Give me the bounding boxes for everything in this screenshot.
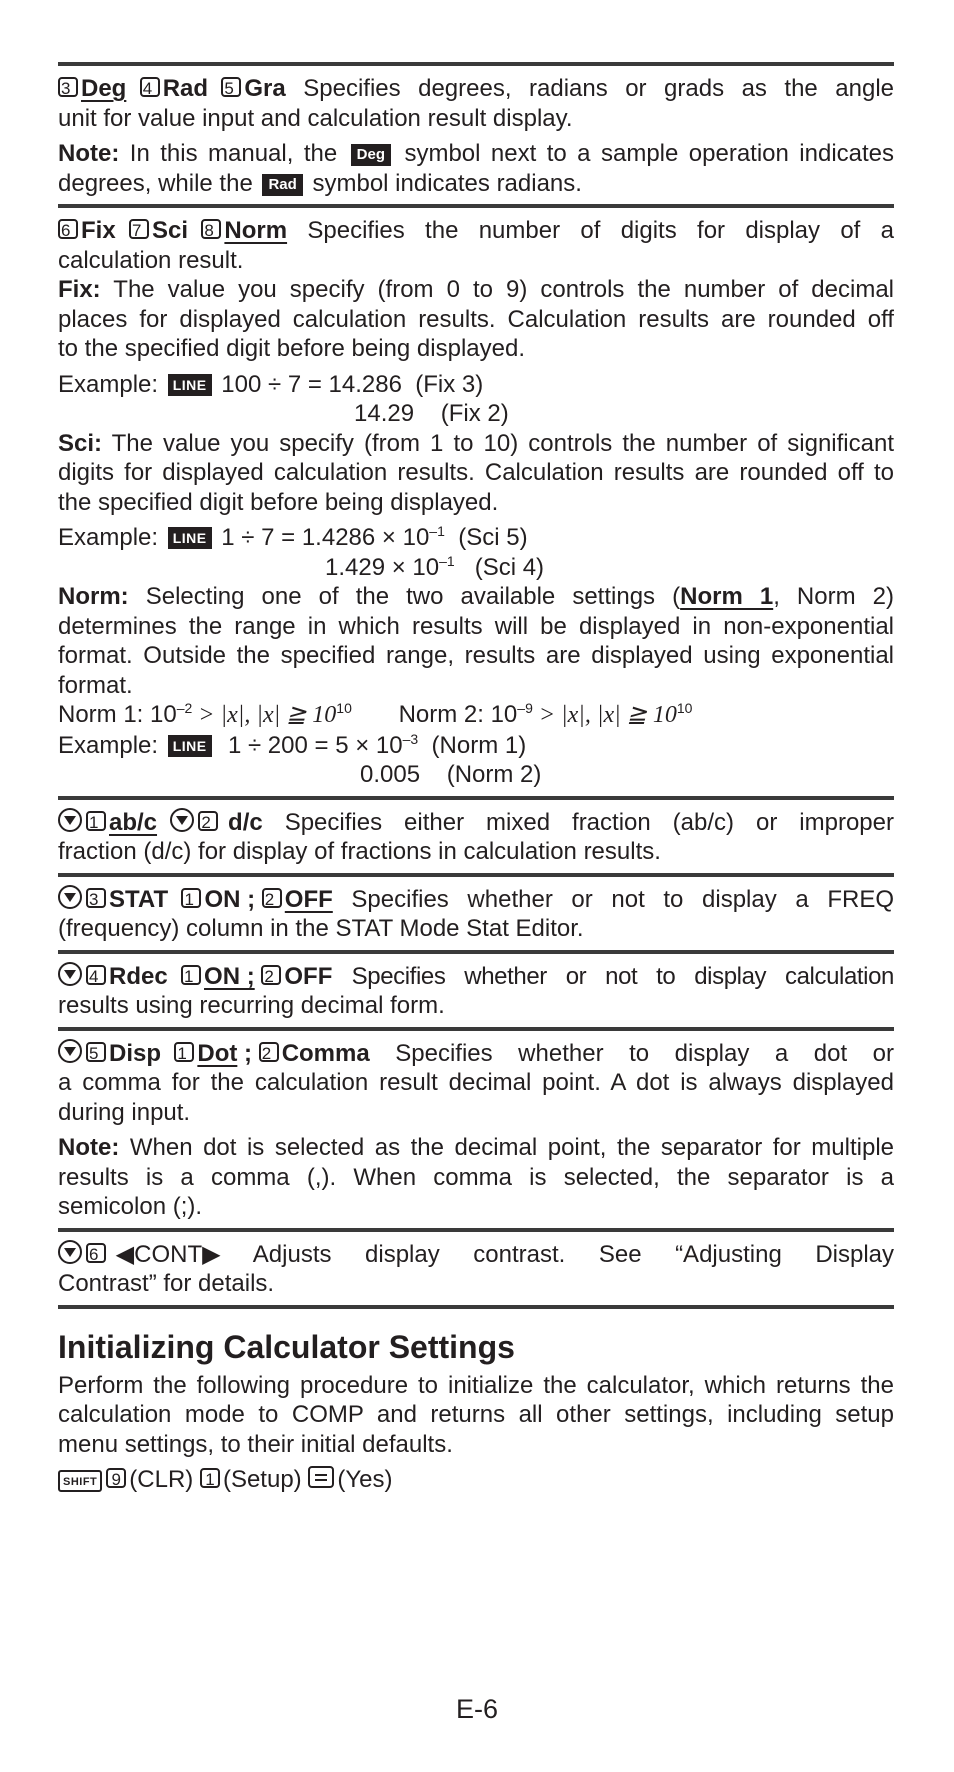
fix-example-1 xyxy=(58,370,894,400)
norm2-range: Norm 2: 10 xyxy=(398,701,518,728)
down-arrow-key-icon xyxy=(170,808,194,832)
rdec-heading xyxy=(58,962,894,992)
sci-line-3: the specified digit before being displayed. xyxy=(58,488,499,516)
note-label: Note: xyxy=(58,140,120,167)
display-digits-heading xyxy=(58,216,894,246)
key-2: 2 xyxy=(198,811,218,831)
norm-line-2: determines the range in which results will be displayed in non-exponential xyxy=(58,612,894,640)
dc-label: d/c xyxy=(228,808,263,836)
down-arrow-key-icon xyxy=(58,808,82,832)
sci-example-tag: (Sci 5) xyxy=(458,524,528,551)
example-label: Example: xyxy=(58,370,159,398)
semicolon: ; xyxy=(244,1039,253,1067)
init-para-2: calculation mode to COMP and returns all other settings, including setup xyxy=(58,1401,894,1428)
norm1-range: Norm 1: 10 xyxy=(58,701,177,728)
sci-heading: Sci: xyxy=(58,429,103,457)
section-heading: Initializing Calculator Settings xyxy=(58,1328,515,1365)
norm-example-tag: (Norm 2) xyxy=(446,761,542,788)
key-6: 6 xyxy=(58,219,78,239)
yes-label: (Yes) xyxy=(337,1466,393,1493)
section-divider xyxy=(58,950,894,954)
gra-label: Gra xyxy=(244,75,286,102)
exponent: 10 xyxy=(336,700,352,716)
display-digits-desc-2: calculation result. xyxy=(58,246,244,274)
line-badge: LINE xyxy=(168,735,212,757)
section-divider xyxy=(58,1027,894,1031)
key-8: 8 xyxy=(201,219,221,239)
sci-example-expr: 1.429 × 10 xyxy=(325,553,440,581)
fraction-desc-2: fraction (d/c) for display of fractions in calculation results. xyxy=(58,838,661,865)
note-text: symbol next to a sample operation indicates xyxy=(404,140,894,167)
contrast-desc-1: Adjusts display contrast. See “Adjusting Display xyxy=(252,1240,894,1268)
exponent: –2 xyxy=(176,700,193,716)
norm-example-expr: 1 ÷ 200 = 5 × 10 xyxy=(227,731,403,759)
key-9: 9 xyxy=(106,1468,126,1488)
key-2: 2 xyxy=(262,888,282,908)
norm-line-3: format. Outside the specified range, results are displayed using exponential xyxy=(58,642,894,669)
disp-heading xyxy=(58,1039,894,1069)
fix-example-expr: 14.29 xyxy=(354,400,415,427)
comma-label: Comma xyxy=(281,1039,370,1067)
manual-page xyxy=(58,62,894,1495)
disp-note-2: results is a comma (,). When comma is selected, the separator is a xyxy=(58,1163,894,1191)
section-divider xyxy=(58,204,894,208)
note-text: When dot is selected as the decimal point, the separator for multiple xyxy=(129,1134,894,1161)
cont-label: ◀CONT▶ xyxy=(115,1240,221,1268)
display-digits-section xyxy=(58,216,894,796)
disp-label: Disp xyxy=(109,1039,162,1067)
stat-heading xyxy=(58,885,894,915)
fraction-section xyxy=(58,808,894,873)
note-text: In this manual, the xyxy=(129,140,338,167)
note-text: degrees, while the xyxy=(58,169,253,197)
line-badge: LINE xyxy=(168,374,212,396)
init-para-1: Perform the following procedure to initialize the calculator, which returns the xyxy=(58,1371,894,1399)
abc-label: ab/c xyxy=(109,808,158,836)
key-2: 2 xyxy=(261,965,281,985)
on-label: ON ; xyxy=(204,962,255,990)
contrast-heading xyxy=(58,1240,894,1270)
rad-label: Rad xyxy=(162,75,209,102)
equals-key-icon xyxy=(308,1466,334,1488)
key-3: 3 xyxy=(58,77,78,97)
init-key-sequence xyxy=(58,1465,894,1495)
norm-example-2 xyxy=(58,760,894,790)
fix-example-tag: (Fix 2) xyxy=(440,400,509,427)
angle-note-line-2 xyxy=(58,169,894,199)
off-label: OFF xyxy=(284,962,333,990)
fix-example-2 xyxy=(58,399,894,429)
norm1-range: > |x|, |x| ≧ 10 xyxy=(192,702,337,728)
deg-label: Deg xyxy=(81,75,127,102)
init-para-3: menu settings, to their initial defaults. xyxy=(58,1430,453,1458)
section-divider xyxy=(58,873,894,877)
disp-section xyxy=(58,1039,894,1228)
norm-text: , Norm 2) xyxy=(773,583,894,610)
exponent: –3 xyxy=(402,730,419,747)
sci-line-2: digits for displayed calculation results. Calculation results are rounded off to xyxy=(58,459,894,486)
norm-heading: Norm: xyxy=(58,583,129,610)
norm-label: Norm xyxy=(224,217,288,244)
key-2: 2 xyxy=(259,1042,279,1062)
down-arrow-key-icon xyxy=(58,885,82,909)
angle-note-line-1 xyxy=(58,139,894,169)
exponent: –1 xyxy=(439,552,455,569)
angle-unit-desc-1: Specifies degrees, radians or grads as the angle xyxy=(303,75,894,102)
norm-line-4: format. xyxy=(58,671,133,699)
disp-desc-2: a comma for the calculation result decimal point. A dot is always displayed xyxy=(58,1069,894,1096)
dot-label: Dot xyxy=(197,1039,238,1067)
key-4: 4 xyxy=(140,77,160,97)
contrast-desc-2: Contrast” for details. xyxy=(58,1270,275,1297)
key-1: 1 xyxy=(181,888,201,908)
rdec-label: Rdec xyxy=(109,962,168,990)
off-label: OFF xyxy=(284,885,333,913)
section-divider xyxy=(58,1228,894,1232)
key-3: 3 xyxy=(86,888,106,908)
key-6: 6 xyxy=(86,1243,106,1263)
fix-example-expr: 100 ÷ 7 = 14.286 xyxy=(221,370,402,398)
down-arrow-key-icon xyxy=(58,1039,82,1063)
stat-desc-2: (frequency) column in the STAT Mode Stat Editor. xyxy=(58,915,584,942)
section-divider xyxy=(58,796,894,800)
key-1: 1 xyxy=(174,1042,194,1062)
norm-example-expr: 0.005 xyxy=(360,761,421,788)
setup-label: (Setup) xyxy=(222,1466,302,1493)
fix-line-2: places for displayed calculation results. Calculation results are rounded off xyxy=(58,305,894,333)
clr-label: (CLR) xyxy=(129,1466,194,1493)
disp-note-3: semicolon (;). xyxy=(58,1193,203,1220)
angle-unit-section xyxy=(58,74,894,204)
norm-text: Selecting one of the two available settings ( xyxy=(145,583,681,610)
disp-note-1 xyxy=(58,1133,894,1163)
contrast-section xyxy=(58,1240,894,1305)
shift-key: SHIFT xyxy=(58,1470,102,1492)
rdec-desc-2: results using recurring decimal form. xyxy=(58,992,445,1019)
rad-badge: Rad xyxy=(262,174,302,196)
stat-section xyxy=(58,885,894,950)
norm-ranges xyxy=(58,700,894,731)
sci-example-expr: 1 ÷ 7 = 1.4286 × 10 xyxy=(221,524,430,551)
exponent: –9 xyxy=(517,700,533,716)
note-label: Note: xyxy=(58,1134,120,1161)
stat-label: STAT xyxy=(109,885,169,913)
stat-desc-1: Specifies whether or not to display a FREQ xyxy=(351,885,894,913)
fix-line-3: to the specified digit before being displayed. xyxy=(58,335,525,362)
on-label: ON ; xyxy=(204,885,256,913)
key-4: 4 xyxy=(86,965,106,985)
example-label: Example: xyxy=(58,731,159,759)
sci-text: The value you specify (from 1 to 10) controls the number of significant xyxy=(111,429,894,457)
down-arrow-key-icon xyxy=(58,1240,82,1264)
fix-example-tag: (Fix 3) xyxy=(415,370,484,398)
norm-example-tag: (Norm 1) xyxy=(431,731,527,759)
angle-unit-heading xyxy=(58,74,894,104)
line-badge: LINE xyxy=(168,527,212,549)
fix-label: Fix xyxy=(81,217,116,244)
fix-heading: Fix: xyxy=(58,276,101,303)
sci-label: Sci xyxy=(152,217,189,244)
norm2-range: > |x|, |x| ≧ 10 xyxy=(532,702,677,728)
key-1: 1 xyxy=(181,965,201,985)
deg-badge: Deg xyxy=(351,144,391,166)
rdec-desc-1: Specifies whether or not to display calculation xyxy=(351,962,894,990)
fix-line-1 xyxy=(58,275,894,305)
section-divider xyxy=(58,62,894,66)
fix-text: The value you specify (from 0 to 9) controls the number of decimal xyxy=(113,276,894,303)
norm-line-1 xyxy=(58,582,894,612)
key-5: 5 xyxy=(221,77,241,97)
rdec-section xyxy=(58,962,894,1027)
sci-example-tag: (Sci 4) xyxy=(474,553,545,581)
down-arrow-key-icon xyxy=(58,962,82,986)
example-label: Example: xyxy=(58,524,159,551)
fraction-heading xyxy=(58,808,894,838)
key-7: 7 xyxy=(129,219,149,239)
key-5: 5 xyxy=(86,1042,106,1062)
display-digits-desc-1: Specifies the number of digits for display of a xyxy=(307,217,894,244)
norm-example-1 xyxy=(58,731,894,761)
exponent: 10 xyxy=(676,700,693,716)
key-1: 1 xyxy=(200,1468,220,1488)
disp-desc-1: Specifies whether to display a dot or xyxy=(395,1039,894,1067)
norm-1-default: Norm 1 xyxy=(680,583,774,610)
sci-line-1 xyxy=(58,429,894,459)
fraction-desc-1: Specifies either mixed fraction (ab/c) or improper xyxy=(284,808,894,836)
page-number: E-6 xyxy=(455,1694,499,1724)
key-1: 1 xyxy=(86,811,106,831)
sci-example-1 xyxy=(58,523,894,553)
note-text: symbol indicates radians. xyxy=(312,169,582,197)
angle-unit-desc-2: unit for value input and calculation result display. xyxy=(58,104,573,132)
sci-example-2 xyxy=(58,553,894,583)
disp-desc-3: during input. xyxy=(58,1098,191,1126)
exponent: –1 xyxy=(429,523,445,539)
